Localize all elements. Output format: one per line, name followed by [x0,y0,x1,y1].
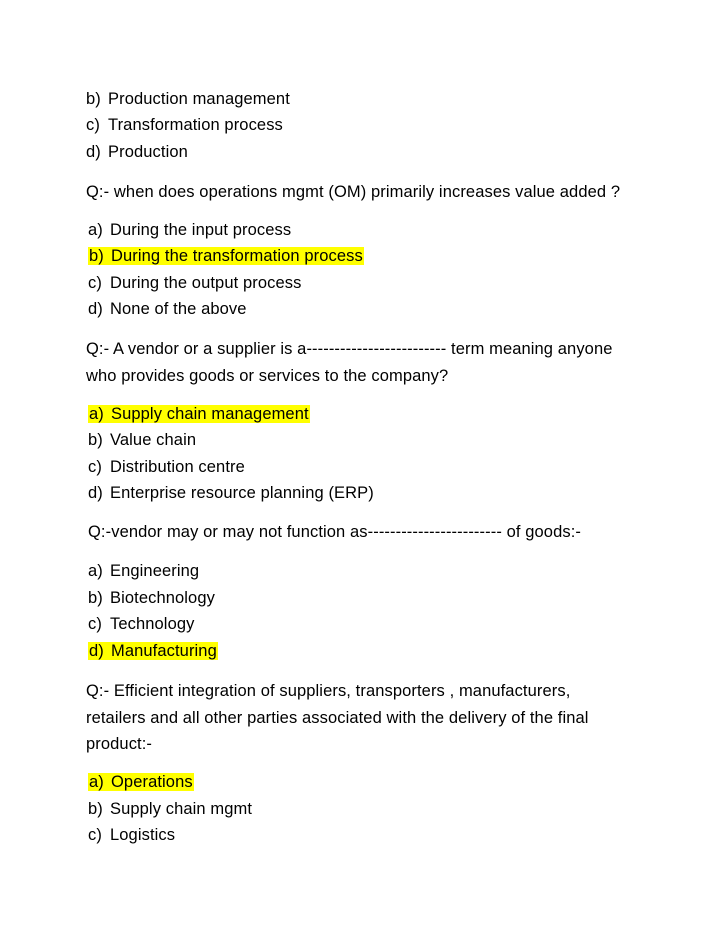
option-letter: b) [88,589,103,607]
question-text: Q:- when does operations mgmt (OM) primarily increases value added ? [86,183,621,201]
option-letter: d) [86,143,101,161]
option-letter: a) [89,405,104,423]
option-letter: c) [88,458,102,476]
option-text: Logistics [110,826,176,844]
option-letter: c) [88,826,102,844]
list-item [88,586,215,610]
option-letter: b) [88,431,103,449]
list-item [88,481,374,505]
list-item [86,140,188,164]
option-text: Biotechnology [110,589,215,607]
list-item [88,823,175,847]
highlighted-answer [88,773,194,791]
question-text: Q:- Efficient integration of suppliers, transporters , manufacturers, [86,682,571,700]
option-letter: c) [88,274,102,292]
list-item [88,244,364,268]
option-letter: d) [88,300,103,318]
option-text: Supply chain management [111,405,309,423]
option-text: Production management [108,90,290,108]
highlighted-answer [88,642,218,660]
option-text: During the input process [110,221,292,239]
list-item [88,297,247,321]
option-text: Enterprise resource planning (ERP) [110,484,374,502]
option-text: Manufacturing [111,642,217,660]
list-item [88,559,199,583]
option-text: Technology [110,615,195,633]
option-text: Transformation process [108,116,283,134]
option-text: None of the above [110,300,247,318]
option-text: Supply chain mgmt [110,800,253,818]
option-letter: a) [89,773,104,791]
option-text: Value chain [110,431,197,449]
option-letter: b) [88,800,103,818]
list-item [88,402,310,426]
option-letter: b) [86,90,101,108]
question-text: who provides goods or services to the company? [86,367,449,385]
list-item [88,797,252,821]
option-text: Engineering [110,562,200,580]
option-text: Distribution centre [110,458,245,476]
option-letter: a) [88,221,103,239]
list-item [86,87,290,111]
list-item [88,612,194,636]
option-text: Production [108,143,188,161]
question-text: Q:-vendor may or may not function as------------------------ of goods:- [88,523,581,541]
question-text: retailers and all other parties associated with the delivery of the final [86,709,589,727]
option-letter: b) [89,247,104,265]
list-item [88,218,291,242]
list-item [86,113,283,137]
option-text: Operations [111,773,193,791]
option-letter: d) [89,642,104,660]
question-text: product:- [86,735,153,753]
list-item [88,455,245,479]
option-letter: c) [88,615,102,633]
option-text: During the transformation process [111,247,363,265]
option-letter: a) [88,562,103,580]
option-text: During the output process [110,274,302,292]
highlighted-answer [88,405,310,423]
question-text: Q:- A vendor or a supplier is a------------------------- term meaning anyone [86,340,613,358]
list-item [88,271,301,295]
list-item [88,770,194,794]
list-item [88,639,218,663]
list-item [88,428,196,452]
highlighted-answer [88,247,364,265]
option-letter: d) [88,484,103,502]
option-letter: c) [86,116,100,134]
